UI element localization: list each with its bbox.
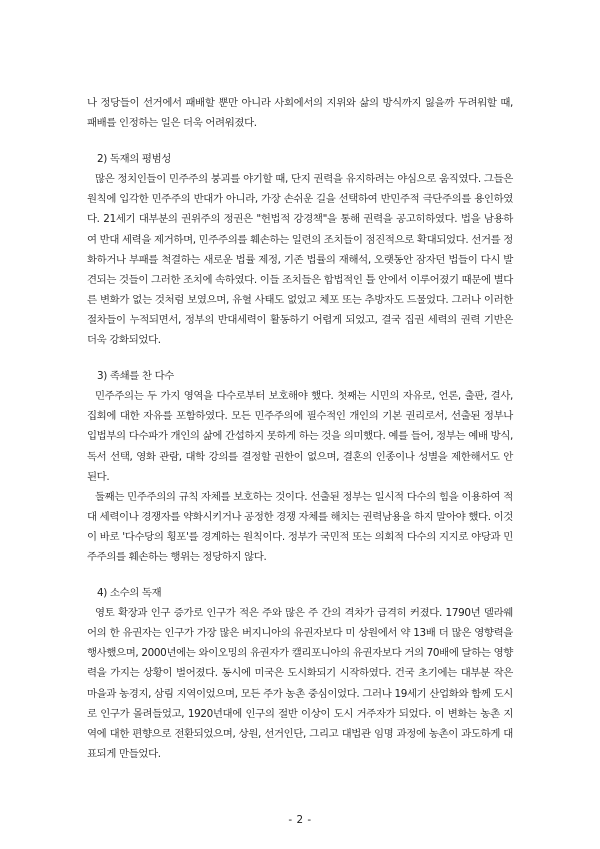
section-heading: 3) 족쇄를 찬 다수: [97, 370, 174, 383]
section-dictatorship-banality: [87, 149, 513, 350]
section-paragraph: 둘째는 민주주의의 규칙 자체를 보호하는 것이다. 선출된 정부는 일시적 다수의 힘을 이용하여 적대 세력이나 경쟁자를 약화시키거나 공정한 경쟁 자체를 해치는 권력남용을 하지 말아야 했다. 이것이 바로 '다수당의 횡포'를 경계하는 원칙이다. 정부가 국민적 또는 의회적 다수의 지지로 야당과 민주주의를 훼손하는 행위는 정당하지 않다.: [87, 490, 513, 563]
page-number: - 2 -: [288, 814, 312, 826]
section-gap: [87, 567, 513, 583]
section-heading: 2) 독재의 평범성: [97, 153, 171, 166]
section-paragraph: 민주주의는 두 가지 영역을 다수로부터 보호해야 했다. 첫째는 시민의 자유로, 언론, 출판, 결사, 집회에 대한 자유를 포함하였다. 모든 민주주의에 필수적인 개인의 기본 권리로서, 선출된 정부나 입법부의 다수파가 개인의 삶에 간섭하지 못하게 하는 것을 의미했다. 예를 들어, 정부는 예배 방식, 독서 선택, 영화 관람, 대학 강의를 결정할 권한이 없으며, 결혼의 인종이나 성별을 제한해서도 안 된다.: [87, 390, 513, 483]
section-heading: 4) 소수의 독재: [97, 587, 162, 600]
section-paragraph: 영토 확장과 인구 증가로 인구가 적은 주와 많은 주 간의 격차가 급격히 커졌다. 1790년 델라웨어의 한 유권자는 인구가 가장 많은 버지니아의 유권자보다 미 상원에서 약 13배 더 많은 영향력을 행사했으며, 2000년에는 와이오밍의 유권자가 캘리포니아의 유권자보다 거의 70배에 달하는 영향력을 가지는 상황이 벌어졌다. 동시에 미국은 도시화되기 시작하였다. 건국 초기에는 대부분 작은 마을과 농경지, 삼림 지역이었으며, 모든 주가 농촌 중심이었다. 그러나 19세기 산업화와 함께 도시로 인구가 몰려들었고, 1920년대에 인구의 절반 이상이 도시 거주자가 되었다. 이 변화는 농촌 지역에 대한 편향으로 전환되었으며, 상원, 선거인단, 그리고 대법관 임명 과정에 농촌이 과도하게 대표되게 만들었다.: [87, 607, 513, 760]
section-fettered-majority: [87, 366, 513, 567]
intro-paragraph: 나 정당들이 선거에서 패배할 뿐만 아니라 사회에서의 지위와 삶의 방식까지 잃을까 두려워할 때, 패배를 인정하는 일은 더욱 어려워졌다.: [87, 97, 513, 130]
section-minority-dictatorship: [87, 583, 513, 764]
section-paragraph: 많은 정치인들이 민주주의 붕괴를 야기할 때, 단지 권력을 유지하려는 야심으로 움직였다. 그들은 원칙에 입각한 민주주의 반대가 아니라, 가장 손쉬운 길을 선택하여 반민주적 극단주의를 용인하였다. 21세기 대부분의 권위주의 정권은 "헌법적 강경책"을 통해 권력을 공고히하였다. 법을 남용하여 반대 세력을 제거하며, 민주주의를 훼손하는 일련의 조치들이 점진적으로 확대되었다. 선거를 정화하거나 부패를 척결하는 새로운 법률 제정, 기존 법률의 재해석, 오랫동안 잠자던 법들이 다시 발견되는 것들이 그러한 조치에 속하였다. 이들 조치들은 합법적인 틀 안에서 이루어졌기 때문에 별다른 변화가 없는 것처럼 보였으며, 유혈 사태도 없었고 체포 또는 추방자도 드물었다. 그러나 이러한 절차들이 누적되면서, 정부의 반대세력이 활동하기 어렵게 되었고, 결국 집권 세력의 권력 기반은 더욱 강화되었다.: [87, 173, 513, 347]
page-content: [87, 93, 513, 764]
section-gap: [87, 350, 513, 366]
section-gap: [87, 133, 513, 149]
